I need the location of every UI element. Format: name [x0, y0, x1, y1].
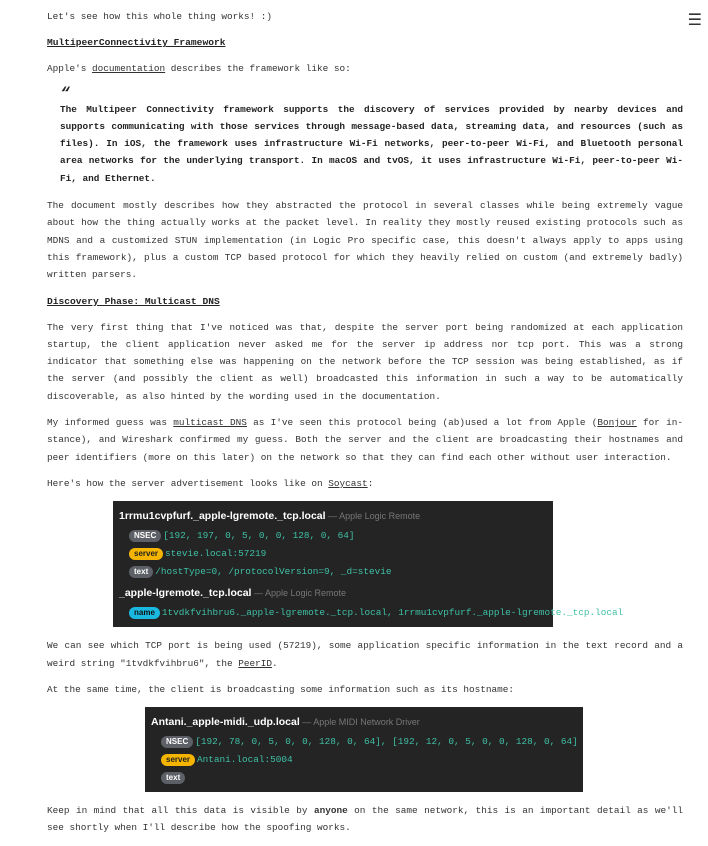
record-row: [151, 768, 575, 786]
text: on the same network, this is an important detail as we'll see shortly when I'll describe how the spoofing works.: [47, 805, 683, 834]
mdns-server-card: [113, 501, 624, 627]
text-badge: text: [161, 772, 185, 784]
heading-framework: MultipeerConnectivity Framework: [47, 37, 226, 49]
record-value: /hostType=0, /protocolVersion=9, _d=stevie: [155, 566, 392, 578]
quote-mark-icon: “: [60, 84, 70, 103]
paragraph-client: At the same time, the client is broadcasting some information such as its hostname:: [47, 683, 514, 695]
documentation-link[interactable]: documentation: [92, 63, 166, 75]
service-title: [119, 584, 545, 603]
text: Keep in mind that all this data is visible by: [47, 805, 314, 817]
text: as I've seen this protocol being (ab)used a lot from Apple (: [246, 417, 598, 429]
mdns-client-card: [145, 707, 583, 792]
text: describes the framework like so:: [165, 63, 351, 75]
service-desc: — Apple MIDI Network Driver: [299, 717, 420, 728]
record-value: 1tvdkfvihbru6._apple-lgremote._tcp.local, 1rrmu1cvpfurf._apple-lgremote._tcp.local: [161, 607, 624, 619]
text: We can see which TCP port is being used (57219), some application specific information in the text record and a weird string "1tvdkfvihbru6", the: [47, 640, 683, 669]
article-content: [47, 8, 683, 846]
service-desc: — Apple Logic Remote: [251, 588, 347, 599]
record-row: [119, 544, 545, 562]
record-value: [192, 78, 0, 5, 0, 0, 128, 0, 64], [192, 12, 0, 5, 0, 0, 128, 0, 64]: [195, 736, 578, 748]
record-row: [119, 603, 624, 621]
multicast-dns-link[interactable]: multicast DNS: [173, 417, 247, 429]
service-title: [151, 713, 575, 732]
record-value: Antani.local:5004: [197, 754, 293, 766]
text: :: [367, 477, 374, 489]
text: Here's how the server advertisement looks like on: [47, 477, 329, 489]
paragraph-first: The very first thing that I've noticed was that, despite the server port being randomized at each application startup, the client application never asked me for the server ip address nor tcp port. This was a strong indicator that something else was happening on the network before the TCP session was being established, as if the server (and possibly the client as well) broadcasted this information in such a way to be automatically discoverable, as also hinted by the wording used in the documentation.: [47, 321, 683, 402]
text: .: [272, 657, 278, 669]
text: Apple's: [47, 63, 93, 75]
heading-discovery: Discovery Phase: Multicast DNS: [47, 295, 220, 307]
soycast-link[interactable]: Soycast: [328, 477, 368, 489]
paragraph-document: The document mostly describes how they abstracted the protocol in several classes while being extremely vague about how the thing actually works at the packet level. In reality they mostly reused existing protocols such as MDNS and a customized STUN implementation (in Logic Pro specific case, this doesn't always apply to apps using this framework), plus a custom TCP based protocol for which they heavily relied on custom (and extremely badly) written parsers.: [47, 200, 683, 281]
nsec-badge: NSEC: [161, 736, 193, 748]
service-name: Antani._apple-midi._udp.local: [151, 716, 300, 729]
record-row: [119, 562, 545, 580]
service-title: [119, 507, 545, 526]
server-badge: server: [129, 548, 163, 560]
record-value: stevie.local:57219: [165, 548, 267, 560]
record-row: [151, 750, 575, 768]
service-name: 1rrmu1cvpfurf._apple-lgremote._tcp.local: [119, 510, 326, 523]
record-row: [151, 732, 578, 750]
bonjour-link[interactable]: Bonjour: [597, 417, 637, 429]
quote: [60, 84, 683, 187]
text-badge: text: [129, 566, 153, 578]
server-badge: server: [161, 754, 195, 766]
intro-text: Let's see how this whole thing works! :): [47, 11, 273, 22]
paragraph-keep: [47, 802, 683, 837]
emphasis: anyone: [313, 805, 348, 817]
record-row: [119, 526, 545, 544]
paragraph-guess: [47, 414, 683, 466]
hamburger-icon[interactable]: ☰: [687, 10, 702, 29]
name-badge: name: [129, 607, 160, 619]
paragraph-apple: [47, 60, 683, 77]
peerid-link[interactable]: PeerID: [238, 657, 273, 669]
paragraph-port: [47, 637, 683, 672]
paragraph-here: [47, 475, 683, 492]
record-value: [192, 197, 0, 5, 0, 0, 128, 0, 64]: [163, 530, 355, 542]
text: for instance), and Wireshark confirmed my guess. Both the server and the client are broadcasting their hostnames and peer identifiers (more on this later) on the network so that they can find each other without user interaction.: [47, 417, 683, 463]
service-desc: — Apple Logic Remote: [325, 511, 421, 522]
service-name: _apple-lgremote._tcp.local: [119, 587, 252, 600]
nsec-badge: NSEC: [129, 530, 161, 542]
quote-text: The Multipeer Connectivity framework supports the discovery of services provided by nearby devices and supports communicating with those services through message-based data, streaming data, and resources (such as files). In iOS, the framework uses infrastructure Wi-Fi networks, peer-to-peer Wi-Fi, and Bluetooth personal area networks for the underlying transport. In macOS and tvOS, it uses infrastructure Wi-Fi, peer-to-peer Wi-Fi, and Ethernet.: [60, 103, 683, 184]
text: My informed guess was: [47, 417, 174, 429]
